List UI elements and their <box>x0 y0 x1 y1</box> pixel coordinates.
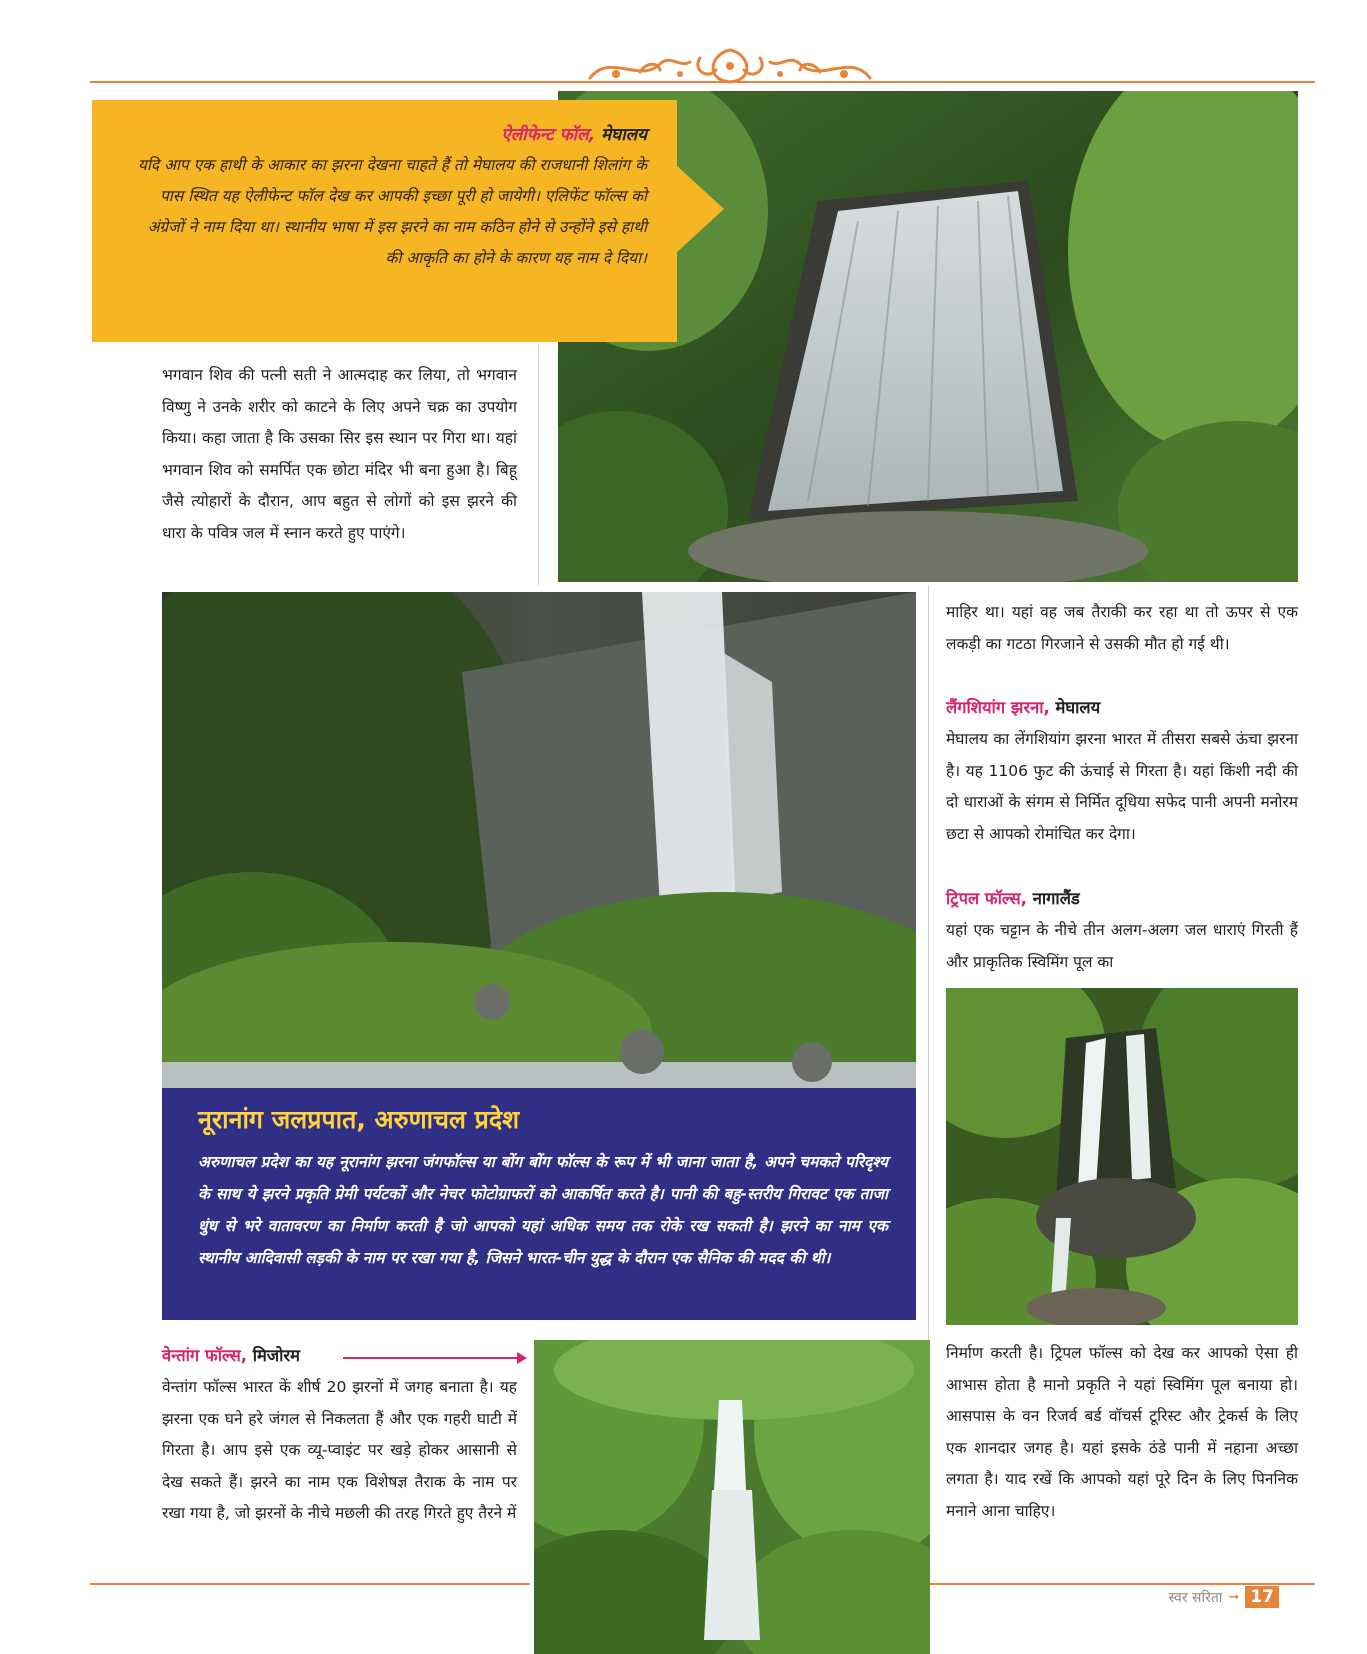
vantawng-arrow-line <box>343 1357 519 1359</box>
langshiang-text: मेघालय का लेंगशियांग झरना भारत में तीसरा सबसे ऊंचा झरना है। यह 1106 फुट की ऊंचाई से गिरता है। यहां किंशी नदी की दो धाराओं के संगम से निर्मित दूधिया सफेद पानी अपनी मनोरम छटा से आपको रोमांचित कर देगा। <box>946 730 1298 843</box>
page-footer <box>1169 1586 1279 1608</box>
page-number: 17 <box>1245 1586 1279 1608</box>
langshiang-heading-state: मेघालय <box>1049 698 1101 717</box>
nuranang-falls-photo <box>162 592 916 1088</box>
bottom-rule <box>90 1583 530 1585</box>
langshiang-heading <box>946 692 1298 724</box>
elephant-falls-text: यदि आप एक हाथी के आकार का झरना देखना चाहते हैं तो मेघालय की राजधानी शिलांग के पास स्थित यह ऐलीफेन्ट फॉल देख कर आपकी इच्छा पूरी हो जायेगी। एलिफेंट फॉल्स को अंग्रेजों ने नाम दिया था। स्थानीय भाषा में इस झरने का नाम कठिन होने से उन्होंने इसे हाथी की आकृति का होने के कारण यह नाम दे दिया। <box>137 156 647 267</box>
elephant-falls-heading <box>501 122 647 145</box>
magazine-name: स्वर सरिता <box>1168 1589 1223 1606</box>
vantawng-falls-photo <box>534 1340 930 1654</box>
triple-falls-photo <box>946 988 1298 1325</box>
column-divider-1 <box>538 345 539 585</box>
yellow-box-pointer <box>676 165 724 253</box>
vantawng-heading-place: वेन्तांग फॉल्स, <box>162 1346 248 1365</box>
triple-falls-text-a: यहां एक चट्टान के नीचे तीन अलग-अलग जल धाराएं गिरती हैं और प्राकृतिक स्विमिंग पूल का <box>946 921 1298 971</box>
elephant-heading-state: मेघालय <box>595 125 647 145</box>
elephant-heading-place: ऐलीफेन्ट फॉल, <box>501 125 596 145</box>
elephant-falls-box <box>92 100 677 342</box>
nuranang-text: अरुणाचल प्रदेश का यह नूरानांग झरना जंगफॉल्स या बोंग बोंग फॉल्स के रूप में भी जाना जाता है, अपने चमकते परिदृश्य के साथ ये झरने प्रकृति प्रेमी पर्यटकों और नेचर फोटोग्राफरों को आकर्षित करते है। पानी की बहु-स्तरीय गिरावट एक ताजा धुंध से भरे वातावरण का निर्माण करती है जो आपको यहां अधिक समय तक रोके रख सकती है। झरने का नाम एक स्थानीय आदिवासी लड़की के नाम पर रखा गया है, जिसने भारत-चीन युद्ध के दौरान एक सैनिक की मदद की थी। <box>198 1153 888 1267</box>
vantawng-heading <box>162 1340 362 1372</box>
left-column-text: भगवान शिव की पत्नी सती ने आत्मदाह कर लिया, तो भगवान विष्णु ने उनके शरीर को काटने के लिए अपने चक्र का उपयोग किया। कहा जाता है कि उसका सिर इस स्थान पर गिरा था। यहां भगवान शिव को समर्पित एक छोटा मंदिर भी बना हुआ है। बिहू जैसे त्योहारों के दौरान, आप बहुत से लोगों को इस झरने की धारा के पवित्र जल में स्नान करते हुए पाएंगे। <box>162 366 517 542</box>
vantawng-heading-state: मिजोरम <box>247 1346 301 1365</box>
nuranang-heading: नूरानांग जलप्रपात, अरुणाचल प्रदेश <box>198 1105 520 1134</box>
triple-heading-place: ट्रिपल फॉल्स, <box>946 889 1027 908</box>
langshiang-heading-place: लैंगशियांग झरना, <box>946 698 1050 717</box>
triple-falls-heading <box>946 883 1298 915</box>
right-column-intro: माहिर था। यहां वह जब तैराकी कर रहा था तो ऊपर से एक लकड़ी का गटठा गिरजाने से उसकी मौत हो गई थी। <box>946 603 1298 653</box>
footer-arrow-icon: ➞ <box>1228 1589 1240 1605</box>
vantawng-text: वेन्तांग फॉल्स भारत कें शीर्ष 20 झरनों में जगह बनाता है। यह झरना एक घने हरे जंगल से निकलता हैं और एक गहरी घाटी में गिरता है। आप इसे एक व्यू-प्वाइंट पर खड़े होकर आसानी से देख सकते हैं। झरने का नाम एक विशेषज्ञ तैराक के नाम पर रखा गया है, जो झरनों के नीचे मछली की तरह गिरते हुए तैरने में <box>162 1378 517 1523</box>
triple-heading-state: नागालैंड <box>1026 889 1080 908</box>
triple-falls-text-b: निर्माण करती है। ट्रिपल फॉल्स को देख कर आपको ऐसा ही आभास होता है मानो प्रकृति ने यहां स्विमिंग पूल बनाया हो। आसपास के वन रिजर्व बर्ड वॉचर्स टूरिस्ट और ट्रेकर्स के लिए एक शानदार जगह है। यहां इसके ठंडे पानी में नहाना अच्छा लगता है। याद रखें कि आपको यहां पूरे दिन के लिए पिननिक मनाने आना चाहिए। <box>946 1344 1298 1520</box>
ornament-flourish <box>580 44 880 86</box>
arrow-right-icon <box>517 1352 527 1364</box>
nuranang-falls-box <box>162 1088 916 1320</box>
bottom-rule-right <box>930 1583 1315 1585</box>
